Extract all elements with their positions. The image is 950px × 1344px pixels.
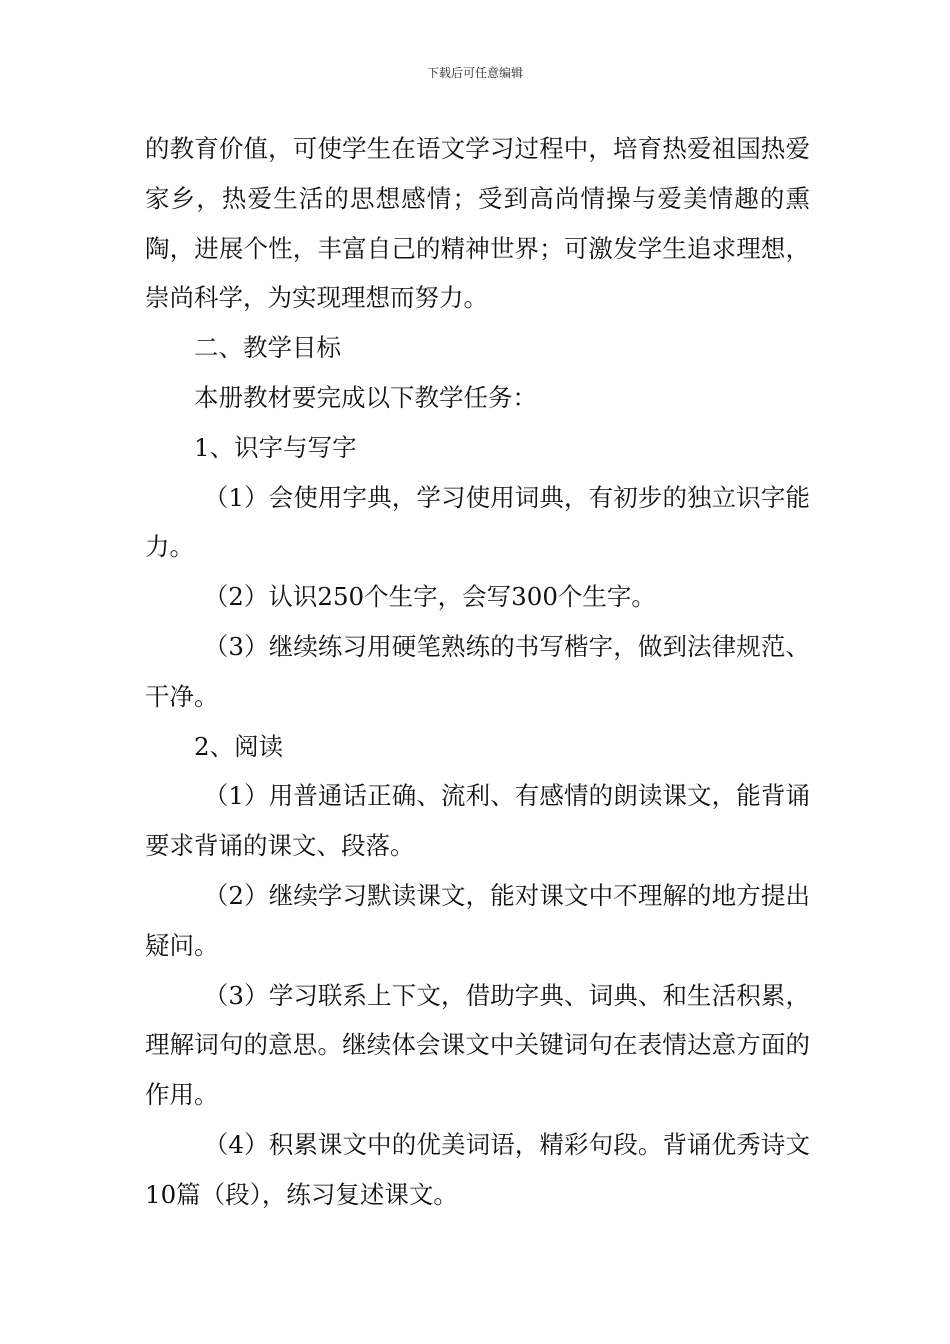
list-item-reading-3: （3）学习联系上下文，借助字典、词典、和生活积累，理解词句的意思。继续体会课文中关键词句在表情达意方面的作用。 bbox=[145, 980, 810, 1110]
list-item-literacy-3: （3）继续练习用硬笔熟练的书写楷字，做到法律规范、干净。 bbox=[145, 631, 810, 711]
document-body bbox=[145, 124, 810, 1220]
list-item-literacy-1: （1）会使用字典，学习使用词典，有初步的独立识字能力。 bbox=[145, 482, 810, 562]
section-heading-teaching-goals: 二、教学目标 bbox=[194, 333, 341, 363]
list-item-reading-2: （2）继续学习默读课文，能对课文中不理解的地方提出疑问。 bbox=[145, 880, 810, 960]
subheading-reading: 2、阅读 bbox=[194, 731, 284, 761]
subheading-literacy-writing: 1、识字与写字 bbox=[194, 432, 357, 462]
list-item-reading-1: （1）用普通话正确、流利、有感情的朗读课文，能背诵要求背诵的课文、段落。 bbox=[145, 781, 810, 861]
page-header: 下载后可任意编辑 bbox=[426, 66, 523, 80]
paragraph-intro-continuation: 的教育价值，可使学生在语文学习过程中，培育热爱祖国热爱家乡，热爱生活的思想感情；受到高尚情操与爱美情趣的熏陶，进展个性，丰富自己的精神世界；可激发学生追求理想，崇尚科学，为实现理想而努力。 bbox=[145, 134, 810, 313]
list-item-reading-4: （4）积累课文中的优美词语，精彩句段。背诵优秀诗文10篇（段），练习复述课文。 bbox=[145, 1129, 810, 1209]
paragraph-tasks-intro: 本册教材要完成以下教学任务： bbox=[194, 382, 537, 412]
list-item-literacy-2: （2）认识250个生字，会写300个生字。 bbox=[203, 582, 656, 612]
